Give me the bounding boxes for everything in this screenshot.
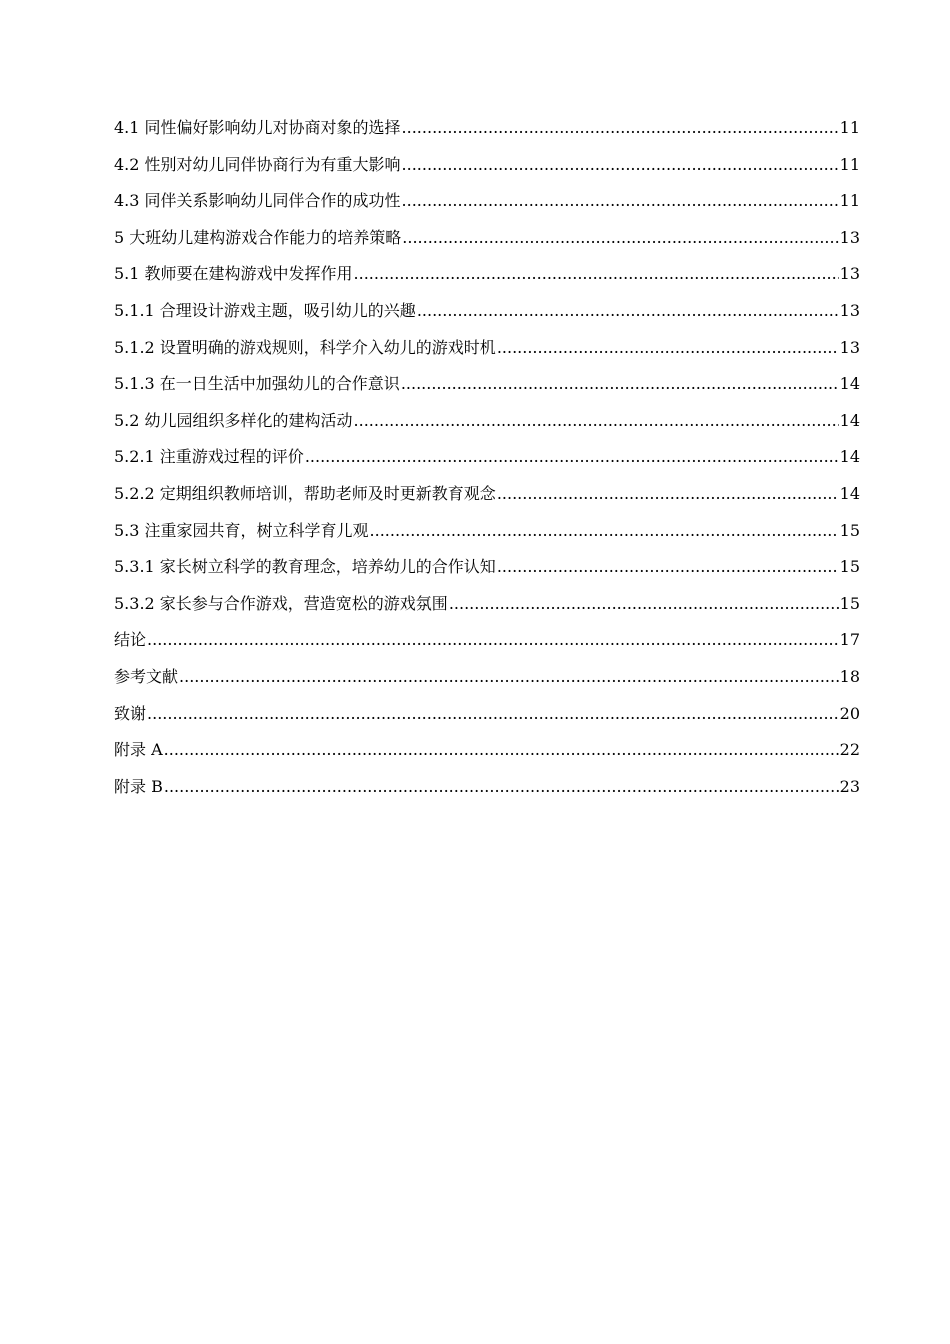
toc-dot-leader [402,220,838,257]
toc-entry[interactable] [114,403,860,440]
toc-entry-page: 14 [839,447,860,467]
toc-entry[interactable] [114,110,860,147]
toc-entry[interactable] [114,696,860,733]
toc-dot-leader [497,476,839,513]
toc-entry-page: 13 [839,227,860,247]
toc-entry[interactable] [114,622,860,659]
toc-entry-page: 13 [839,337,860,357]
toc-entry[interactable] [114,330,860,367]
toc-entry[interactable] [114,293,860,330]
toc-dot-leader [402,183,839,220]
toc-dot-leader [497,330,839,367]
toc-dot-leader [402,147,839,184]
toc-dot-leader [179,659,839,696]
toc-dot-leader [354,403,839,440]
toc-entry-page: 23 [839,776,860,796]
toc-entry[interactable] [114,220,860,257]
toc-entry[interactable] [114,586,860,623]
toc-dot-leader [497,549,839,586]
toc-entry-title: 结论 [114,630,147,650]
toc-dot-leader [305,439,839,476]
toc-entry-page: 11 [839,118,860,137]
toc-dot-leader [417,293,839,330]
toc-dot-leader [147,622,839,659]
toc-dot-leader [370,513,839,550]
toc-entry-page: 22 [839,740,860,760]
toc-entry-page: 15 [839,593,860,613]
toc-entry-page: 14 [839,483,860,503]
toc-entry[interactable] [114,513,860,550]
toc-entry-page: 14 [839,410,860,430]
toc-entry-title: 4.3 同伴关系影响幼儿同伴合作的成功性 [114,191,401,211]
toc-entry-title: 5.2 幼儿园组织多样化的建构活动 [114,410,353,430]
toc-entry-title: 5.1.3 在一日生活中加强幼儿的合作意识 [114,374,400,394]
toc-entry-title: 5.1.2 设置明确的游戏规则，科学介入幼儿的游戏时机 [114,337,496,357]
toc-entry-title: 附录 A [114,740,163,760]
toc-dot-leader [401,366,839,403]
toc-entry-page: 13 [839,264,860,284]
toc-entry[interactable] [114,439,860,476]
toc-entry[interactable] [114,256,860,293]
toc-dot-leader [164,732,839,769]
toc-dot-leader [449,586,839,623]
toc-entry-page: 11 [839,154,860,174]
toc-entry-title: 致谢 [114,703,147,723]
toc-entry-page: 20 [839,703,860,723]
toc-dot-leader [354,256,839,293]
toc-entry-title: 5.3.1 家长树立科学的教育理念，培养幼儿的合作认知 [114,557,496,577]
toc-entry-title: 5.2.2 定期组织教师培训，帮助老师及时更新教育观念 [114,483,496,503]
toc-entry[interactable] [114,366,860,403]
toc-entry[interactable] [114,659,860,696]
toc-entry[interactable] [114,549,860,586]
toc-entry-title: 5.1.1 合理设计游戏主题，吸引幼儿的兴趣 [114,300,416,320]
toc-entry-title: 4.1 同性偏好影响幼儿对协商对象的选择 [114,118,401,137]
toc-dot-leader [164,769,839,806]
toc-entry[interactable] [114,732,860,769]
toc-entry-title: 4.2 性别对幼儿同伴协商行为有重大影响 [114,154,401,174]
toc-entry-title: 参考文献 [114,666,179,686]
toc-entry-page: 17 [839,630,860,650]
toc-dot-leader [402,110,839,147]
toc-entry-page: 13 [839,300,860,320]
toc-entry[interactable] [114,769,860,806]
toc-entry-title: 附录 B [114,776,163,796]
toc-entry-title: 5.3 注重家园共育，树立科学育儿观 [114,520,369,540]
table-of-contents [114,110,860,805]
toc-entry[interactable] [114,147,860,184]
toc-entry-page: 18 [839,666,860,686]
toc-entry-title: 5.1 教师要在建构游戏中发挥作用 [114,264,353,284]
toc-entry-page: 15 [839,557,860,577]
toc-dot-leader [147,696,839,733]
toc-entry[interactable] [114,476,860,513]
toc-entry-page: 14 [839,374,860,394]
toc-entry-title: 5 大班幼儿建构游戏合作能力的培养策略 [114,227,402,247]
toc-entry-page: 11 [839,191,860,211]
toc-entry-page: 15 [839,520,860,540]
toc-entry-title: 5.2.1 注重游戏过程的评价 [114,447,304,467]
toc-entry[interactable] [114,183,860,220]
toc-entry-title: 5.3.2 家长参与合作游戏，营造宽松的游戏氛围 [114,593,448,613]
